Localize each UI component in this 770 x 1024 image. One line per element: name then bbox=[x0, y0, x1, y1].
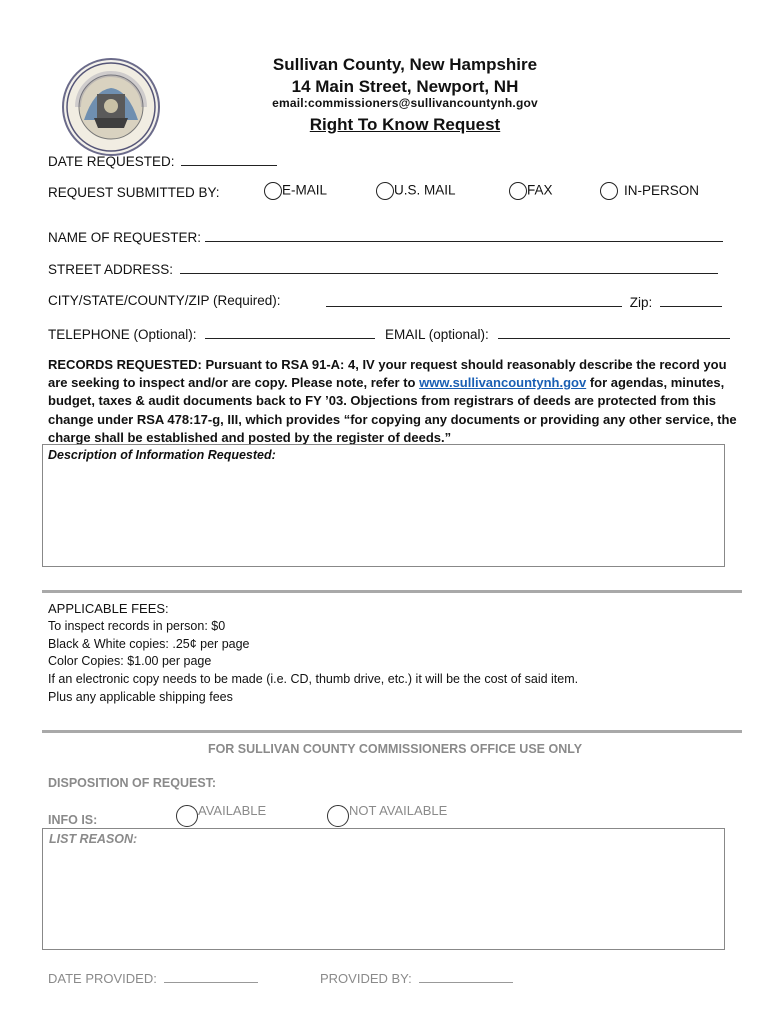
phone-label: TELEPHONE (Optional): bbox=[48, 327, 197, 342]
name-label: NAME OF REQUESTER: bbox=[48, 230, 202, 245]
fax-radio[interactable] bbox=[509, 182, 527, 200]
fee-line-5: Plus any applicable shipping fees bbox=[48, 690, 233, 704]
method-us-mail-label: U.S. MAIL bbox=[394, 182, 456, 198]
fee-line-3: Color Copies: $1.00 per page bbox=[48, 654, 212, 668]
phone-field[interactable] bbox=[205, 325, 375, 339]
fees-heading: APPLICABLE FEES: bbox=[48, 601, 169, 616]
city-label: CITY/STATE/COUNTY/ZIP (Required): bbox=[48, 293, 281, 308]
available-label: AVAILABLE bbox=[198, 803, 267, 818]
county-seal-graphic bbox=[64, 60, 158, 154]
method-email[interactable] bbox=[264, 182, 327, 200]
submitted-by-label: REQUEST SUBMITTED BY: bbox=[48, 185, 220, 200]
not-available-radio[interactable] bbox=[327, 805, 349, 827]
not-available-label: NOT AVAILABLE bbox=[349, 803, 448, 818]
name-field[interactable] bbox=[205, 228, 723, 242]
name-row bbox=[48, 228, 723, 245]
records-text-part2: for agendas, minutes, budget, taxes & audit documents back to FY ’03. Objections from registrars of deeds are protected from this change under RSA 478:17-g, III, which provides “for copying any documents or providing any other service, the charge shall be established and posted by the register of deeds.” bbox=[48, 375, 737, 445]
org-name: Sullivan County, New Hampshire bbox=[272, 55, 538, 74]
org-email: email:commissioners@sullivancountynh.gov bbox=[272, 96, 538, 110]
date-requested-field[interactable] bbox=[181, 152, 277, 166]
description-label: Description of Information Requested: bbox=[48, 448, 276, 462]
divider-1 bbox=[42, 590, 742, 593]
city-field[interactable] bbox=[326, 293, 622, 307]
available-radio[interactable] bbox=[176, 805, 198, 827]
street-row bbox=[48, 260, 718, 277]
divider-2 bbox=[42, 730, 742, 733]
fee-line-4: If an electronic copy needs to be made (i.e. CD, thumb drive, etc.) it will be the cost of said item. bbox=[48, 672, 579, 686]
street-label: STREET ADDRESS: bbox=[48, 262, 174, 277]
list-reason-textarea[interactable] bbox=[42, 828, 725, 950]
date-provided-label: DATE PROVIDED: bbox=[48, 971, 157, 986]
date-provided-field[interactable] bbox=[164, 970, 258, 983]
date-requested-label: DATE REQUESTED: bbox=[48, 154, 175, 169]
email-field[interactable] bbox=[498, 325, 730, 339]
not-available-option[interactable] bbox=[327, 803, 447, 827]
date-requested-row bbox=[48, 152, 277, 169]
available-option[interactable] bbox=[176, 803, 266, 827]
office-use-heading: FOR SULLIVAN COUNTY COMMISSIONERS OFFICE USE ONLY bbox=[207, 742, 583, 756]
county-seal bbox=[62, 58, 160, 156]
us-mail-radio[interactable] bbox=[376, 182, 394, 200]
records-text-part1: RECORDS REQUESTED: Pursuant to RSA 91-A: 4, IV your request should reasonably describe the record you are seeking to inspect and/or are copy. Please note, refer to bbox=[48, 357, 727, 391]
county-website-link[interactable]: www.sullivancountynh.gov bbox=[419, 375, 587, 391]
email-label: EMAIL (optional): bbox=[385, 327, 489, 342]
method-fax-label: FAX bbox=[527, 182, 553, 198]
method-in-person-label: IN-PERSON bbox=[624, 182, 700, 198]
fee-line-1: To inspect records in person: $0 bbox=[48, 619, 226, 633]
provided-by-field[interactable] bbox=[419, 970, 513, 983]
method-in-person[interactable] bbox=[600, 182, 699, 200]
street-field[interactable] bbox=[180, 260, 718, 274]
method-us-mail[interactable] bbox=[376, 182, 456, 200]
info-is-label: INFO IS: bbox=[48, 813, 98, 827]
records-requested-paragraph bbox=[48, 356, 746, 447]
provided-by-label: PROVIDED BY: bbox=[320, 971, 412, 986]
provided-by-row bbox=[320, 970, 513, 986]
zip-field[interactable] bbox=[660, 293, 722, 307]
in-person-radio[interactable] bbox=[600, 182, 618, 200]
description-textarea[interactable] bbox=[42, 444, 725, 567]
method-fax[interactable] bbox=[509, 182, 553, 200]
city-zip-row bbox=[326, 293, 722, 310]
phone-row bbox=[48, 325, 375, 342]
org-address: 14 Main Street, Newport, NH bbox=[291, 77, 519, 96]
email-row bbox=[385, 325, 730, 342]
zip-label: Zip: bbox=[629, 295, 653, 310]
date-provided-row bbox=[48, 970, 258, 986]
fee-line-2: Black & White copies: .25¢ per page bbox=[48, 637, 250, 651]
page-title: Right To Know Request bbox=[309, 115, 501, 134]
email-radio[interactable] bbox=[264, 182, 282, 200]
method-email-label: E-MAIL bbox=[282, 182, 328, 198]
list-reason-label: LIST REASON: bbox=[49, 832, 138, 846]
disposition-label: DISPOSITION OF REQUEST: bbox=[48, 776, 217, 790]
